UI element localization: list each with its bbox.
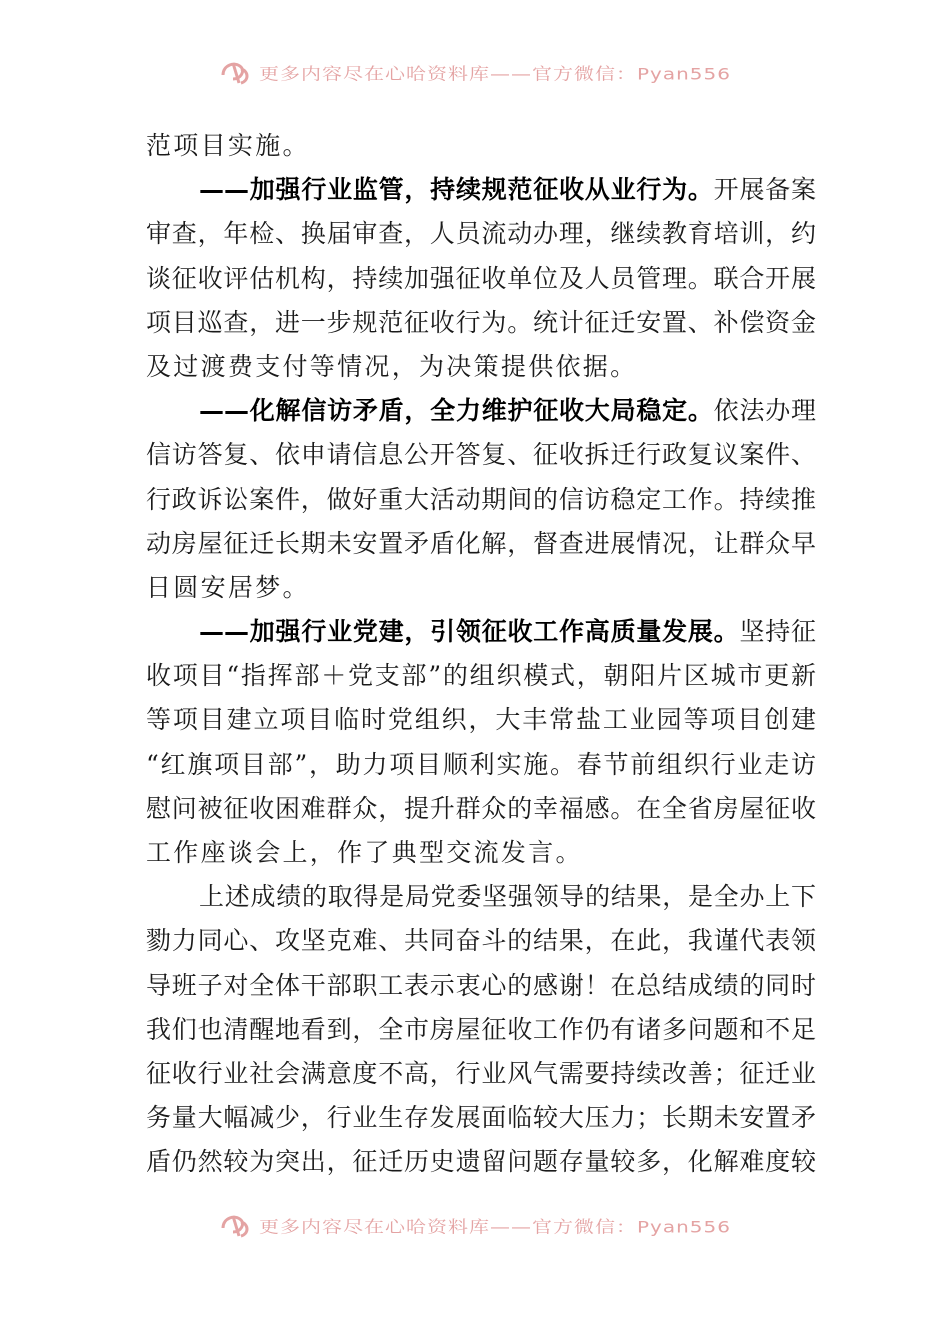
text-line: 审查，年检、换届审查，人员流动办理，继续教育培训，约 — [146, 219, 816, 249]
text-line: 项目巡查，进一步规范征收行为。统计征迁安置、补偿资金 — [146, 307, 816, 337]
text-line — [146, 610, 816, 654]
section-heading: ——化解信访矛盾，全力维护征收大局稳定。 — [199, 396, 714, 426]
text-line: 日圆安居梦。 — [146, 572, 310, 602]
section-heading: ——加强行业监管，持续规范征收从业行为。 — [199, 175, 714, 205]
text-line: 范项目实施。 — [146, 131, 310, 160]
text-line — [146, 168, 816, 212]
text-span: 依法办理 — [713, 396, 816, 426]
text-line: 谈征收评估机构，持续加强征收单位及人员管理。联合开展 — [146, 263, 816, 293]
text-line: 动房屋征迁长期未安置矛盾化解，督查进展情况，让群众早 — [146, 528, 816, 558]
text-line: 行政诉讼案件，做好重大活动期间的信访稳定工作。持续推 — [146, 484, 816, 514]
text-line: 及过渡费支付等情况，为决策提供依据。 — [146, 351, 638, 381]
text-line: 征收行业社会满意度不高，行业风气需要持续改善；征迁业 — [146, 1058, 816, 1088]
text-line: 导班子对全体干部职工表示衷心的感谢！在总结成绩的同时 — [146, 970, 816, 1000]
text-line: 工作座谈会上，作了典型交流发言。 — [146, 838, 583, 867]
header-watermark — [0, 52, 950, 92]
text-line: 收项目“指挥部＋党支部”的组织模式，朝阳片区城市更新 — [146, 661, 816, 691]
watermark-logo-icon — [219, 57, 253, 87]
footer-watermark — [0, 1205, 950, 1245]
watermark-text: 更多内容尽在心哈资料库——官方微信：Pyan556 — [258, 1216, 731, 1237]
section-heading: ——加强行业党建，引领征收工作高质量发展。 — [199, 617, 740, 647]
text-line: 等项目建立项目临时党组织，大丰常盐工业园等项目创建 — [146, 705, 816, 735]
text-line: 盾仍然较为突出，征迁历史遗留问题存量较多，化解难度较 — [146, 1147, 816, 1177]
text-line: 勠力同心、攻坚克难、共同奋斗的结果，在此，我谨代表领 — [146, 926, 816, 956]
text-line: 慰问被征收困难群众，提升群众的幸福感。在全省房屋征收 — [146, 793, 816, 823]
text-line — [146, 389, 816, 433]
watermark-logo-icon — [219, 1210, 253, 1240]
text-line: 上述成绩的取得是局党委坚强领导的结果，是全办上下 — [199, 882, 816, 912]
document-body — [146, 124, 816, 1185]
text-line: “红旗项目部”，助力项目顺利实施。春节前组织行业走访 — [146, 749, 816, 779]
text-line: 务量大幅减少，行业生存发展面临较大压力；长期未安置矛 — [146, 1103, 816, 1133]
text-span: 坚持征 — [739, 617, 816, 647]
text-line: 信访答复、依申请信息公开答复、征收拆迁行政复议案件、 — [146, 440, 816, 470]
watermark-text: 更多内容尽在心哈资料库——官方微信：Pyan556 — [258, 63, 731, 84]
text-line: 我们也清醒地看到，全市房屋征收工作仍有诸多问题和不足 — [146, 1014, 816, 1044]
text-span: 开展备案 — [713, 175, 816, 205]
